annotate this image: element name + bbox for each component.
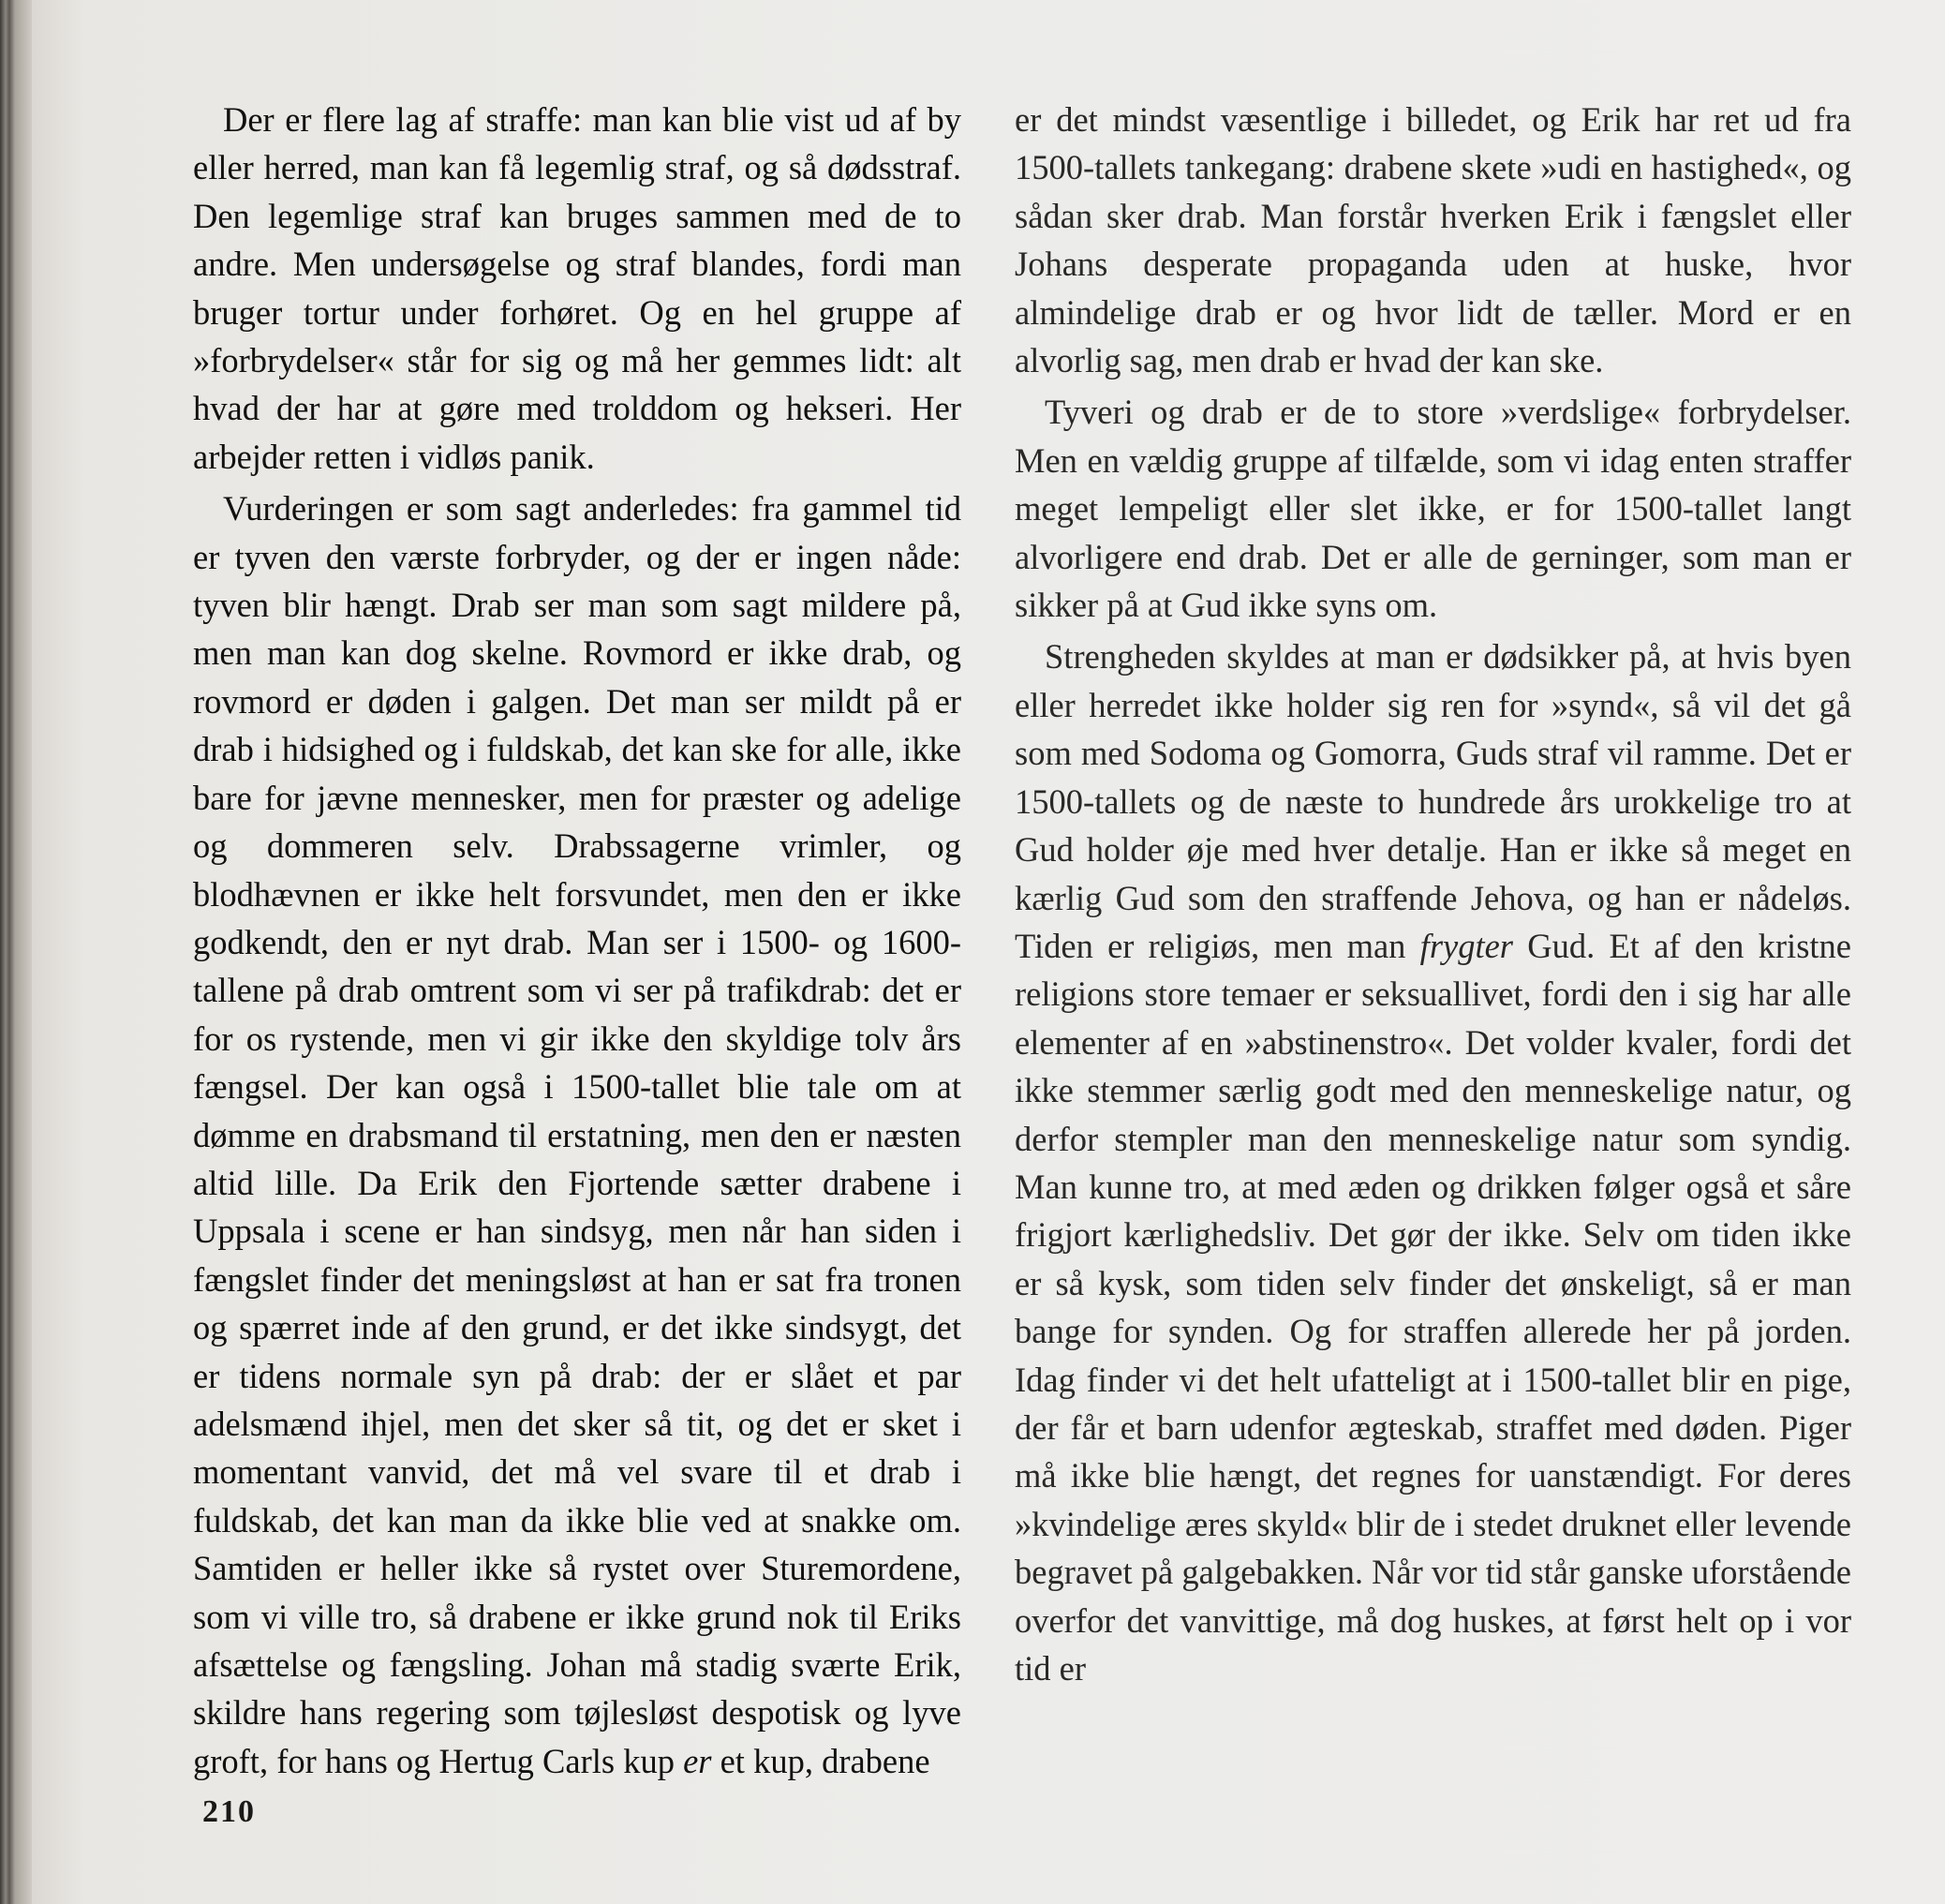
left-paragraph-2 <box>193 484 961 1785</box>
left-paragraph-1: Der er flere lag af straffe: man kan blie vist ud af by eller herred, man kan få legemlig straf, og så dødsstraf. Den legemlige straf kan bruges sammen med de to andre. Men undersøgelse og straf blandes, fordi man bruger tortur under forhøret. Og en hel gruppe af »forbrydelser« står for sig og må her gemmes lidt: alt hvad der har at gøre med trolddom og hekseri. Her arbejder retten i vidløs panik. <box>193 100 961 476</box>
left-paragraph-2-emphasis: er <box>683 1741 712 1780</box>
right-paragraph-3-part-b: Gud. Et af den kristne religions store temaer er seksuallivet, fordi den i sig har alle elementer af en »abstinenstro«. Det volder kvaler, fordi det ikke stemmer særlig godt med den menneskelige natur, og derfor stempler man den menneskelige natur som syndig. Man kunne tro, at med æden og drikken følger også et såre frigjort kærlighedsliv. Det gør der ikke. Selv om tiden ikke er så kysk, som tiden selv finder det ønskeligt, så er man bange for synden. Og for straffen allerede her på jorden. Idag finder vi det helt ufatteligt at i 1500-tallet blir en pige, der får et barn udenfor ægteskab, straffet med døden. Piger må ikke blie hængt, det regnes for uanstændigt. For deres »kvindelige æres skyld« blir de i stedet druknet eller levende begravet på galgebakken. Når vor tid står ganske uforstående overfor det vanvittige, må dog huskes, at først helt op i vor tid er <box>1015 926 1851 1688</box>
right-paragraph-1: er det mindst væsentlige i billedet, og Erik har ret ud fra 1500-tallets tankegang: drabene skete »udi en hastighed«, og sådan sker drab. Man forstår hverken Erik i fængslet eller Johans desperate propaganda uden at huske, hvor almindelige drab er og hvor lidt de tæller. Mord er en alvorlig sag, men drab er hvad der kan ske. <box>1015 100 1851 380</box>
right-paragraph-3-part-a: Strengheden skyldes at man er dødsikker på, at hvis byen eller herredet ikke holder sig ren for »synd«, så vil det gå som med Sodoma og Gomorra, Guds straf vil ramme. Det er 1500-tallets og de næste to hundrede års urokkelige tro at Gud holder øje med hver detalje. Han er ikke så meget en kærlig Gud som den straffende Jehova, og han er nådeløs. Tiden er religiøs, men man <box>1015 637 1851 965</box>
right-paragraph-3 <box>1015 632 1851 1692</box>
left-text-column <box>193 96 961 1785</box>
right-text-column <box>1015 96 1851 1692</box>
right-paragraph-3-emphasis: frygter <box>1419 926 1514 965</box>
left-paragraph-2-part-a: Vurderingen er som sagt anderledes: fra gammel tid er tyven den værste forbryder, og der er ingen nåde: tyven blir hængt. Drab ser man som sagt mildere på, men man kan dog skelne. Rovmord er ikke drab, og rovmord er døden i galgen. Det man ser mildt på er drab i hidsighed og i fuldskab, det kan ske for alle, ikke bare for jævne mennesker, men for præster og adelige og dommeren selv. Drabssagerne vrimler, og blodhævnen er ikke helt forsvundet, men den er ikke godkendt, den er nyt drab. Man ser i 1500- og 1600-tallene på drab omtrent som vi ser på trafikdrab: det er for os rystende, men vi gir ikke den skyldige tolv års fængsel. Der kan også i 1500-tallet blie tale om at dømme en drabsmand til erstatning, men den er næsten altid lille. Da Erik den Fjortende sætter drabene i Uppsala i scene er han sindsyg, men når han siden i fængslet finder det meningsløst at han er sat fra tronen og spærret inde af den grund, er det ikke sindsygt, det er tidens normale syn på drab: der er slået et par adelsmænd ihjel, men det sker så tit, og det er sket i momentant vanvid, det må vel svare til et drab i fuldskab, det kan man da ikke blie ved at snakke om. Samtiden er heller ikke så rystet over Sturemordene, som vi ville tro, så drabene er ikke grund nok til Eriks afsættelse og fængsling. Johan må stadig sværte Erik, skildre hans regering som tøjlesløst despotisk og lyve groft, for hans og Hertug Carls kup <box>193 489 961 1780</box>
right-paragraph-2: Tyveri og drab er de to store »verdslige« forbrydelser. Men en vældig gruppe af tilfælde, som vi idag enten straffer meget lempeligt eller slet ikke, er for 1500-tallet langt alvorligere end drab. Det er alle de gerninger, som man er sikker på at Gud ikke syns om. <box>1015 393 1851 625</box>
book-spine-shadow <box>0 0 32 1904</box>
page-number: 210 <box>202 1794 256 1829</box>
left-paragraph-2-part-b: et kup, drabene <box>720 1741 930 1780</box>
